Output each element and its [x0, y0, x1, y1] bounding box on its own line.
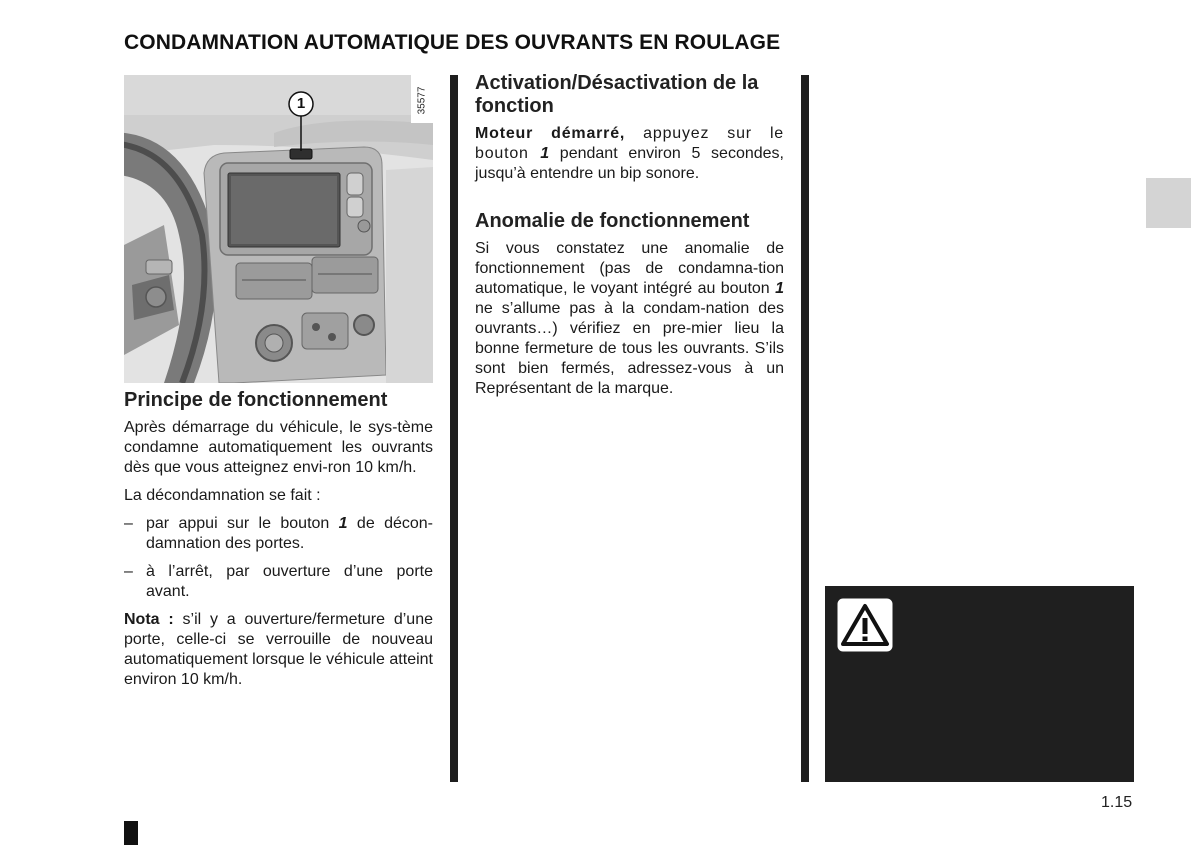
button-reference: 1	[338, 515, 348, 532]
callout-number: 1	[296, 95, 306, 112]
list-item	[124, 514, 433, 554]
warning-triangle-icon	[837, 598, 893, 657]
list-item-text: à l’arrêt, par ouverture d’une porte avant.	[146, 563, 433, 600]
dashboard-figure	[124, 75, 433, 383]
figure-reference: 35577	[416, 86, 428, 115]
malfunction-paragraph: Si vous constatez une anomalie de fonctionnement (pas de condamna-tion automatique, le voyant intégré au bouton 1 ne s’allume pas à la condam-nation des ouvrants…) vérifiez en pre-mier lieu la bonne fermeture de tous les ouvrants. S’ils sont bien fermés, adressez-vous à un Représentant de la marque.	[475, 240, 784, 397]
list-item	[124, 562, 433, 602]
left-column	[124, 389, 433, 698]
list-item-text: par appui sur le bouton 1 de décon-damnation des portes.	[146, 515, 434, 552]
corner-mark	[124, 821, 138, 845]
page-title: CONDAMNATION AUTOMATIQUE DES OUVRANTS EN ROULAGE	[124, 31, 781, 54]
unlocking-intro: La décondamnation se fait :	[124, 487, 321, 504]
button-reference: 1	[775, 280, 784, 297]
note-paragraph: Nota : s’il y a ouverture/fermeture d’une porte, celle-ci se verrouille de nouveau automatiquement lorsque le véhicule atteint environ 10 km/h.	[124, 611, 433, 688]
middle-column	[475, 72, 784, 407]
list-dash: –	[124, 515, 133, 532]
list-dash: –	[124, 563, 133, 580]
note-label: Nota :	[124, 611, 174, 628]
engine-started-label: Moteur démarré,	[475, 125, 626, 142]
chapter-tab	[1146, 178, 1191, 228]
column-rule	[801, 75, 809, 782]
column-rule	[450, 75, 458, 782]
activation-paragraph: Moteur démarré, appuyez sur le bouton 1 pendant environ 5 secondes, jusqu’à entendre un bip sonore.	[475, 125, 784, 182]
button-reference: 1	[540, 145, 550, 162]
section-heading-activation: Activation/Désactivation de la fonction	[475, 72, 759, 117]
section-heading-principle: Principe de fonctionnement	[124, 389, 388, 411]
page-number: 1.15	[1101, 794, 1133, 811]
warning-box	[825, 586, 1134, 782]
section-heading-malfunction: Anomalie de fonctionnement	[475, 210, 750, 232]
principle-paragraph: Après démarrage du véhicule, le sys-tème condamne automatiquement les ouvrants dès que vous atteignez envi-ron 10 km/h.	[124, 419, 433, 476]
